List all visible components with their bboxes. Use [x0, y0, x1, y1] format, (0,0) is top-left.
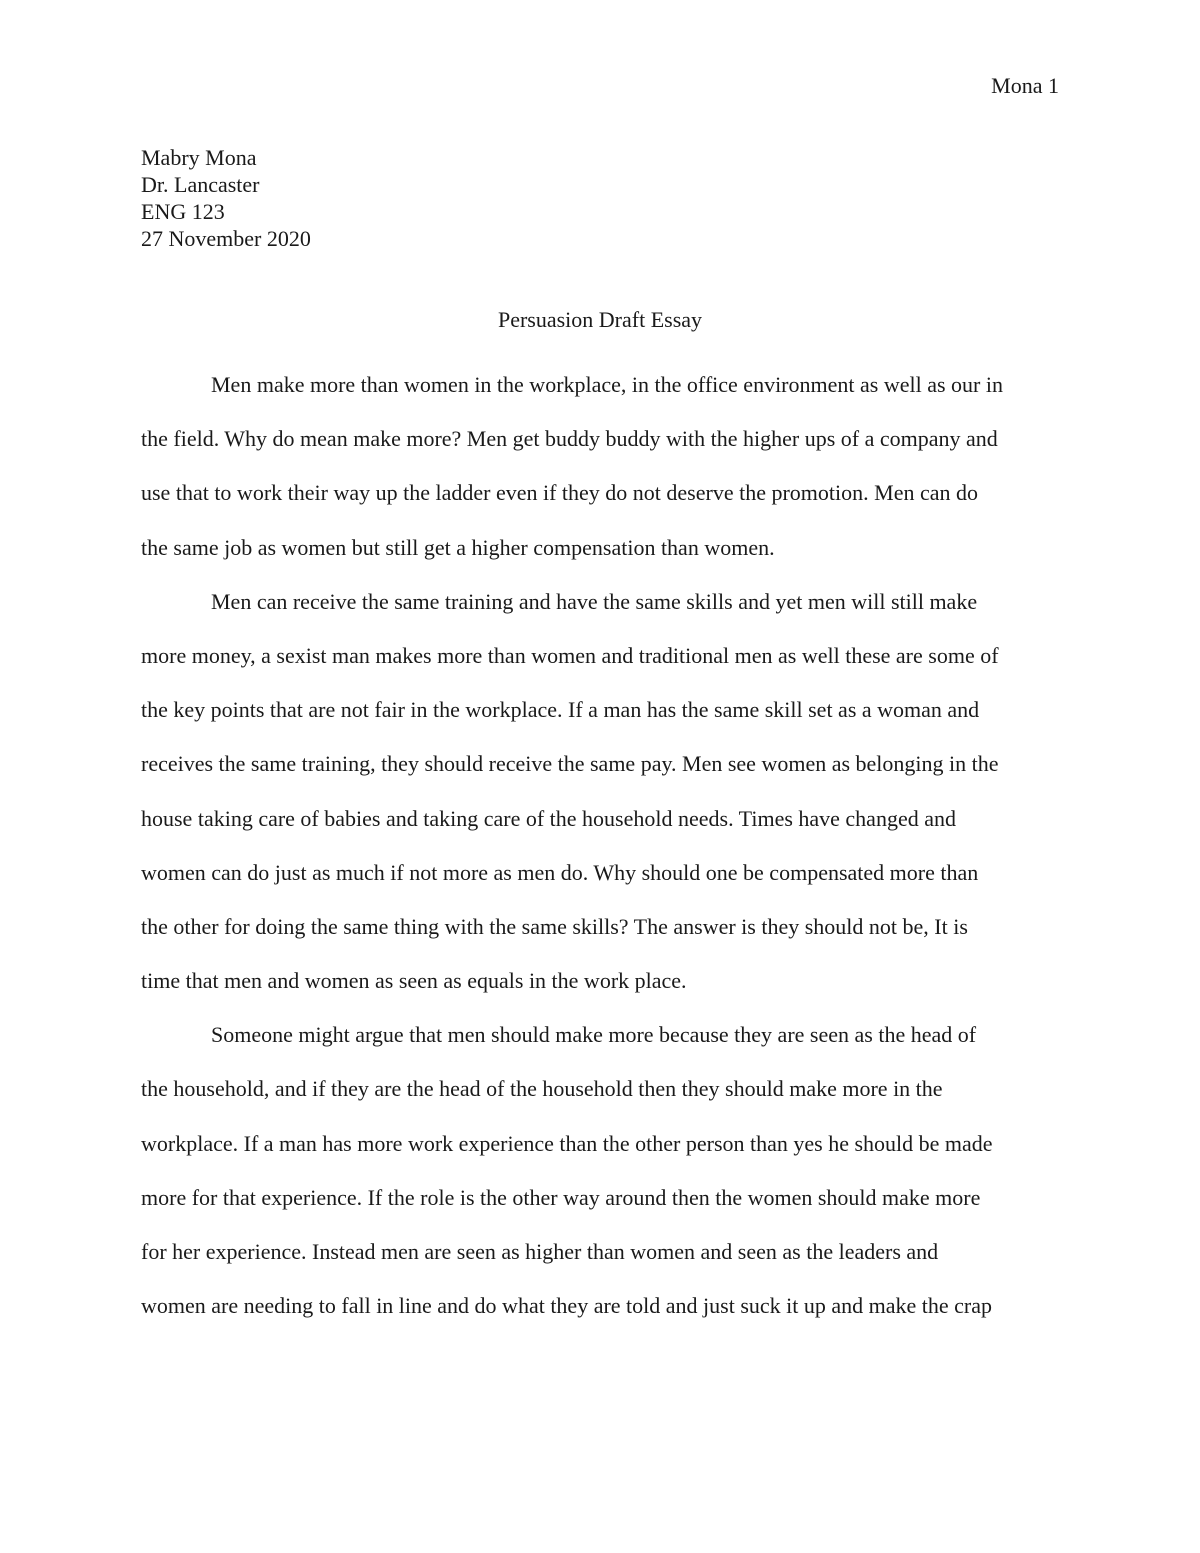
body-line: for her experience. Instead men are seen as higher than women and seen as the leaders and [141, 1239, 939, 1264]
body-line: the other for doing the same thing with the same skills? The answer is they should not be, It is [141, 913, 968, 939]
body-line: women are needing to fall in line and do what they are told and just suck it up and make the crap [141, 1293, 993, 1319]
mla-heading [141, 144, 1059, 252]
body-line: Men can receive the same training and have the same skills and yet men will still make [211, 588, 978, 614]
course-name: ENG 123 [141, 199, 225, 224]
body-line: workplace. If a man has more work experience than the other person than yes he should be made [141, 1130, 993, 1156]
body-line: the key points that are not fair in the workplace. If a man has the same skill set as a woman and [141, 697, 980, 723]
essay-body [141, 358, 1059, 1333]
body-line: more for that experience. If the role is the other way around then the women should make more [141, 1184, 981, 1210]
body-line: house taking care of babies and taking care of the household needs. Times have changed and [141, 805, 956, 831]
body-line: Men make more than women in the workplace, in the office environment as well as our in [211, 372, 1003, 397]
essay-date: 27 November 2020 [141, 226, 311, 251]
body-line: the field. Why do mean make more? Men get buddy buddy with the higher ups of a company and [141, 426, 998, 452]
body-line: the same job as women but still get a higher compensation than women. [141, 534, 775, 560]
body-line: the household, and if they are the head of the household then they should make more in the [141, 1076, 943, 1102]
body-line: women can do just as much if not more as men do. Why should one be compensated more than [141, 859, 979, 885]
body-line: use that to work their way up the ladder even if they do not deserve the promotion. Men can do [141, 480, 978, 506]
instructor-name: Dr. Lancaster [141, 172, 260, 197]
body-line: time that men and women as seen as equals in the work place. [141, 968, 687, 994]
body-line: Someone might argue that men should make more because they are seen as the head of [211, 1022, 977, 1048]
essay-title: Persuasion Draft Essay [497, 307, 703, 332]
student-name: Mabry Mona [141, 145, 257, 170]
body-line: receives the same training, they should receive the same pay. Men see women as belonging in the [141, 751, 999, 777]
page-header: Mona 1 [991, 73, 1059, 98]
body-line: more money, a sexist man makes more than women and traditional men as well these are some of [141, 642, 999, 668]
